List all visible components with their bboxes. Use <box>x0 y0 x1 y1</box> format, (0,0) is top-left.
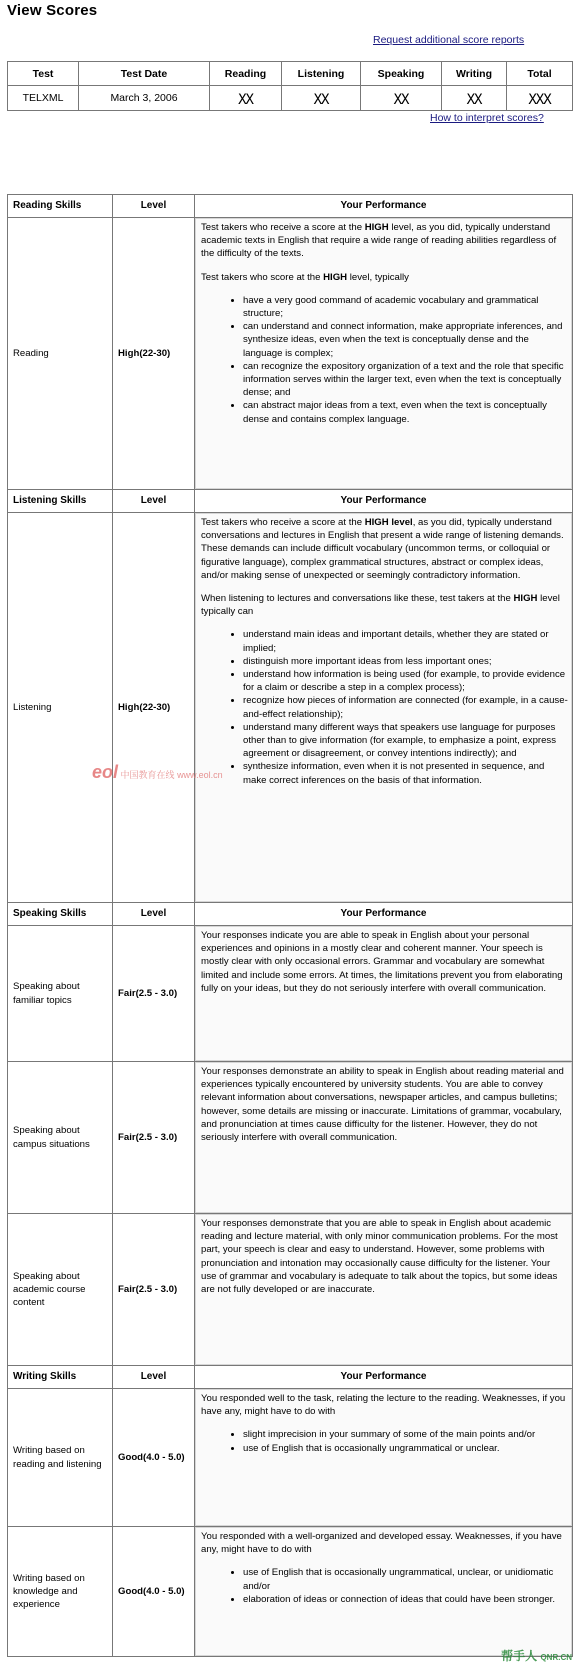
performance-text: Test takers who receive a score at the HIGH level, as you did, typically understand academic texts in English that require a wide range of reading abilities regardless of the difficulty of the texts. Test takers who score at the HIGH level, typically • have a very good command of academic vocabulary and grammatical structure; • can understand and connect information, make appropriate inferences, and synthesize ideas, even when the text is conceptually dense and the language is complex; • can recognize the expository organization of a text and the role that specific information serves within the larger text, even when the text is conceptually dense; and • can abstract major ideas from a text, even when the text is conceptually dense and contains complex language. <box>195 218 573 490</box>
skill-name: Reading <box>8 218 113 490</box>
skill-name: Speaking about academic course content <box>8 1214 113 1366</box>
performance-text: You responded with a well-organized and developed essay. Weaknesses, if you have any, might have to do with • use of English that is occasionally ungrammatical, unclear, or unidiomatic and/or • elaboration of ideas or connection of ideas that could have been stronger. <box>195 1527 573 1657</box>
listening-header-row <box>8 490 573 513</box>
speaking-score: XX <box>361 86 442 111</box>
skill-level: High(22-30) <box>113 218 195 490</box>
corner-mark-text: 帮手人 <box>501 1649 538 1663</box>
performance-text: Your responses indicate you are able to speak in English about your personal experiences and opinions in a mostly clear and coherent manner. Your speech is mostly clear with only occasional errors. Grammar and vocabulary are somewhat limited and include some errors. At times, the limitations prevent you from elaborating fully on your ideas, but they do not seriously interfere with overall communication. <box>195 926 573 1062</box>
performance-text: Your responses demonstrate an ability to speak in English about reading material and experiences typically encountered by university students. You are able to convey relevant information about conversations, newspaper articles, and campus bulletins; however, some details are missing or inaccurate. Limitations of grammar, vocabulary, and pronunciation at times cause difficulty for the listener. However, they do not seriously interfere with overall communication. <box>195 1062 573 1214</box>
col-total: Total <box>507 62 573 86</box>
reading-score: XX <box>210 86 282 111</box>
list-item: • distinguish more important ideas from less important ones; <box>243 655 568 668</box>
reading-bullet-list <box>201 294 568 426</box>
list-item: • have a very good command of academic vocabulary and grammatical structure; <box>243 294 568 320</box>
reading-header-row <box>8 195 573 218</box>
corner-mark-sub: QNR.CN <box>540 1653 572 1662</box>
list-item: • can recognize the expository organization of a text and the role that specific information serves within the larger text, even when the text is conceptually dense; and <box>243 360 568 400</box>
skill-level: Fair(2.5 - 3.0) <box>113 926 195 1062</box>
scores-table <box>7 61 573 111</box>
test-name: TELXML <box>8 86 79 111</box>
scores-row <box>8 86 573 111</box>
total-score: XXX <box>507 86 573 111</box>
performance-header: Your Performance <box>195 1366 573 1389</box>
interpret-scores-link[interactable]: How to interpret scores? <box>430 112 544 124</box>
skill-name: Speaking about familiar topics <box>8 926 113 1062</box>
level-header: Level <box>113 903 195 926</box>
list-item: • can understand and connect information, make appropriate inferences, and synthesize ideas, even when the text is conceptually dense and the language is complex; <box>243 320 568 360</box>
list-item: • recognize how pieces of information are connected (for example, in a cause-and-effect relationship); <box>243 694 568 720</box>
list-item: • use of English that is occasionally ungrammatical or unclear. <box>243 1442 568 1455</box>
listening-row <box>8 513 573 903</box>
list-item: • slight imprecision in your summary of some of the main points and/or <box>243 1428 568 1441</box>
listening-score: XX <box>282 86 361 111</box>
watermark-url: www.eol.cn <box>177 770 223 780</box>
list-item: • understand how information is being used (for example, to provide evidence for a claim or describe a step in a complex process); <box>243 668 568 694</box>
skill-level: Good(4.0 - 5.0) <box>113 1389 195 1527</box>
performance-text: You responded well to the task, relating the lecture to the reading. Weaknesses, if you have any, might have to do with • slight imprecision in your summary of some of the main points and/or • use of English that is occasionally ungrammatical or unclear. <box>195 1389 573 1527</box>
list-item: • can abstract major ideas from a text, even when the text is conceptually dense and contains complex language. <box>243 399 568 425</box>
level-header: Level <box>113 195 195 218</box>
speaking-row-academic <box>8 1214 573 1366</box>
writing-row-integrated <box>8 1389 573 1527</box>
reading-row <box>8 218 573 490</box>
col-test-date: Test Date <box>79 62 210 86</box>
col-speaking: Speaking <box>361 62 442 86</box>
watermark-logo: eol <box>92 762 119 782</box>
col-listening: Listening <box>282 62 361 86</box>
listening-bullet-list <box>201 628 568 786</box>
list-item: • synthesize information, even when it is not presented in sequence, and make correct inferences on the basis of that information. <box>243 760 568 786</box>
speaking-row-familiar <box>8 926 573 1062</box>
writing-row-independent <box>8 1527 573 1657</box>
list-item: • use of English that is occasionally ungrammatical, unclear, or unidiomatic and/or <box>243 1566 568 1592</box>
watermark-cn: 中国教育在线 <box>120 770 175 780</box>
request-score-reports-link[interactable]: Request additional score reports <box>373 34 525 46</box>
corner-watermark <box>501 1647 572 1664</box>
performance-header: Your Performance <box>195 490 573 513</box>
list-item: • understand main ideas and important details, whether they are stated or implied; <box>243 628 568 654</box>
performance-text: Test takers who receive a score at the HIGH level, as you did, typically understand conversations and lectures in English that present a wide range of listening demands. These demands can include difficult vocabulary (uncommon terms, or colloquial or figurative language), complex grammatical structures, abstract or complex ideas, and/or making sense of unexpected or seemingly contradictory information. When listening to lectures and conversations like these, test takers at the HIGH level typically can • understand main ideas and important details, whether they are stated or implied; • distinguish more important ideas from less important ones; • understand how information is being used (for example, to provide evidence for a claim or describe a step in a complex process); • recognize how pieces of information are connected (for example, in a cause-and-effect relationship); • understand many different ways that speakers use language for purposes other than to give information (for example, to emphasize a point, express agreement or disagreement, or convey intentions indirectly); and • synthesize information, even when it is not presented in sequence, and make correct inferences on the basis of that information. <box>195 513 573 903</box>
listening-skills-header: Listening Skills <box>8 490 113 513</box>
writing-score: XX <box>442 86 507 111</box>
list-item: • understand many different ways that speakers use language for purposes other than to give information (for example, to emphasize a point, express agreement or disagreement, or convey intentions indirectly); and <box>243 721 568 761</box>
performance-header: Your Performance <box>195 195 573 218</box>
page-title: View Scores <box>7 2 98 19</box>
skill-level: High(22-30) <box>113 513 195 903</box>
writing-bullet-list <box>201 1428 568 1454</box>
skill-name: Speaking about campus situations <box>8 1062 113 1214</box>
skill-name: Listening <box>8 513 113 903</box>
writing-bullet-list <box>201 1566 568 1606</box>
performance-table <box>7 194 573 1657</box>
speaking-header-row <box>8 903 573 926</box>
col-writing: Writing <box>442 62 507 86</box>
performance-header: Your Performance <box>195 903 573 926</box>
list-item: • elaboration of ideas or connection of ideas that could have been stronger. <box>243 1593 568 1606</box>
test-date: March 3, 2006 <box>79 86 210 111</box>
skill-name: Writing based on reading and listening <box>8 1389 113 1527</box>
writing-header-row <box>8 1366 573 1389</box>
reading-skills-header: Reading Skills <box>8 195 113 218</box>
skill-level: Fair(2.5 - 3.0) <box>113 1214 195 1366</box>
skill-name: Writing based on knowledge and experience <box>8 1527 113 1657</box>
performance-text: Your responses demonstrate that you are able to speak in English about academic reading and lecture material, with only minor communication problems. For the most part, your speech is clear and easy to understand. However, some problems with pronunciation and intonation may occasionally cause difficulty for the listener. Your use of grammar and vocabulary is adequate to talk about the topics, but some ideas are not fully developed or are inaccurate. <box>195 1214 573 1366</box>
scores-header-row <box>8 62 573 86</box>
level-header: Level <box>113 490 195 513</box>
col-test: Test <box>8 62 79 86</box>
speaking-row-campus <box>8 1062 573 1214</box>
speaking-skills-header: Speaking Skills <box>8 903 113 926</box>
col-reading: Reading <box>210 62 282 86</box>
level-header: Level <box>113 1366 195 1389</box>
writing-skills-header: Writing Skills <box>8 1366 113 1389</box>
skill-level: Good(4.0 - 5.0) <box>113 1527 195 1657</box>
skill-level: Fair(2.5 - 3.0) <box>113 1062 195 1214</box>
